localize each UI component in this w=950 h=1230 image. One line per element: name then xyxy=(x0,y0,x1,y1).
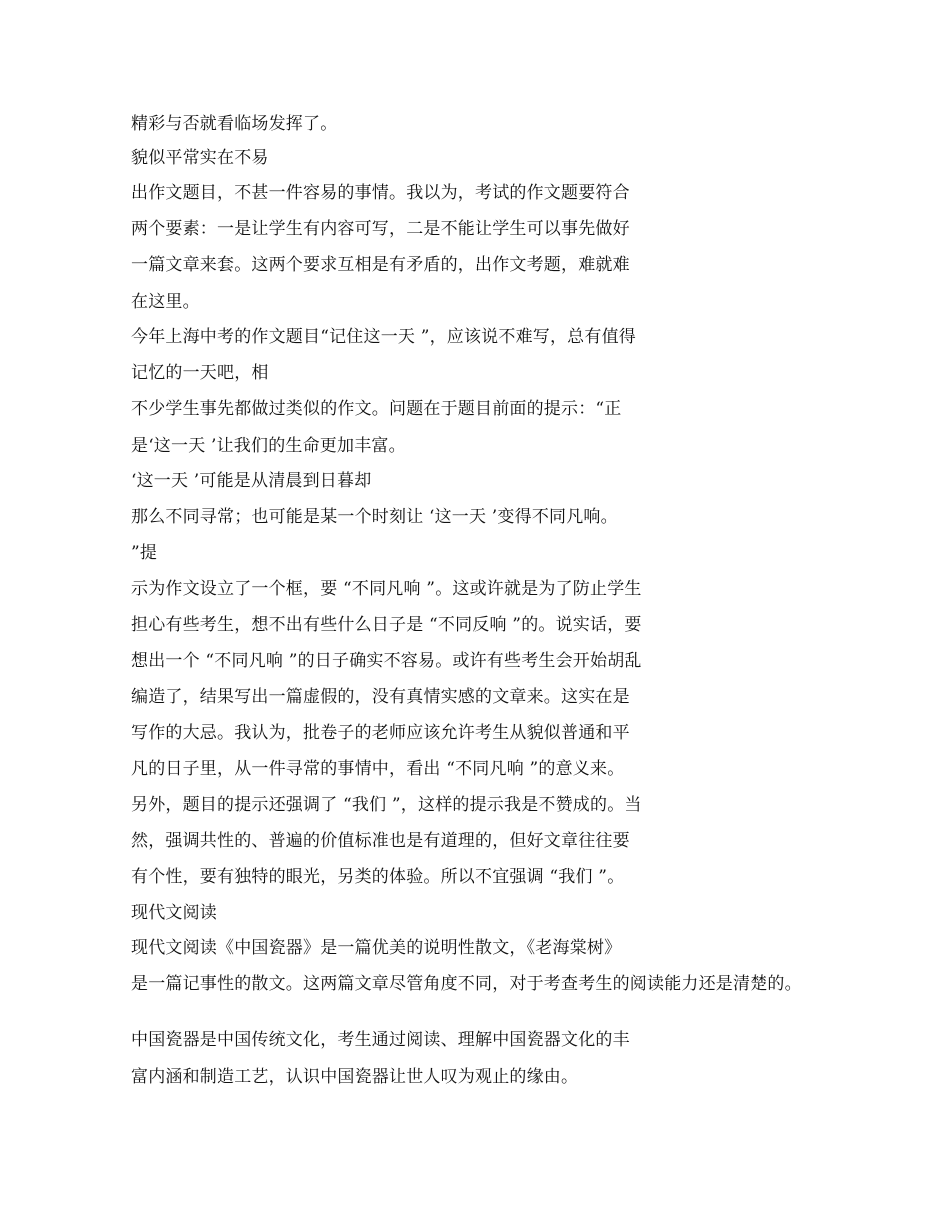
text-line: 担心有些考生，想不出有些什么日子是 “不同反响 ”的。说实话，要 xyxy=(131,615,642,635)
text-line: 一篇文章来套。这两个要求互相是有矛盾的，出作文考题，难就难 xyxy=(131,255,630,275)
section-heading: 貌似平常实在不易 xyxy=(131,148,269,168)
text-line: 出作文题目，不甚一件容易的事情。我以为，考试的作文题要符合 xyxy=(131,183,630,203)
text-line: 编造了，结果写出一篇虚假的，没有真情实感的文章来。这实在是 xyxy=(131,687,630,707)
text-line: 凡的日子里，从一件寻常的事情中，看出 “不同凡响 ”的意义来。 xyxy=(131,759,625,779)
text-line: 中国瓷器是中国传统文化，考生通过阅读、理解中国瓷器文化的丰 xyxy=(131,1030,630,1050)
text-line: 精彩与否就看临场发挥了。 xyxy=(131,114,338,134)
text-line: 两个要素：一是让学生有内容可写，二是不能让学生可以事先做好 xyxy=(131,219,630,239)
text-line: 是‘这一天 ’让我们的生命更加丰富。 xyxy=(131,436,406,456)
text-line: ”提 xyxy=(131,543,158,563)
text-line: 写作的大忌。我认为，批卷子的老师应该允许考生从貌似普通和平 xyxy=(131,723,630,743)
text-line: 在这里。 xyxy=(131,292,200,312)
text-line: 富内涵和制造工艺，认识中国瓷器让世人叹为观止的缘由。 xyxy=(131,1067,579,1087)
text-line: 想出一个 “不同凡响 ”的日子确实不容易。或许有些考生会开始胡乱 xyxy=(131,651,642,671)
text-line: 不少学生事先都做过类似的作文。问题在于题目前面的提示：“正 xyxy=(131,399,622,419)
text-line: 记忆的一天吧，相 xyxy=(131,363,269,383)
wrapped-paragraph: 是一篇记事性的散文。这两篇文章尽管角度不同，对于考查考生的阅读能力还是清楚的。 xyxy=(131,974,802,994)
section-heading: 现代文阅读 xyxy=(131,903,217,923)
text-line: 另外，题目的提示还强调了 “我们 ”，这样的提示我是不赞成的。当 xyxy=(131,795,642,815)
text-line: 那么不同寻常；也可能是某一个时刻让 ‘这一天 ’变得不同凡响。 xyxy=(131,507,618,527)
text-line: 然，强调共性的、普遍的价值标准也是有道理的，但好文章往往要 xyxy=(131,831,630,851)
text-line: 今年上海中考的作文题目“记住这一天 ”，应该说不难写，总有值得 xyxy=(131,327,636,347)
text-line: 现代文阅读《中国瓷器》是一篇优美的说明性散文，《老海棠树》 xyxy=(131,938,622,958)
text-line: 有个性，要有独特的眼光，另类的体验。所以不宜强调 “我们 ”。 xyxy=(131,867,625,887)
text-line: 示为作文设立了一个框，要 “不同凡响 ”。这或许就是为了防止学生 xyxy=(131,579,642,599)
text-line: ‘这一天 ’可能是从清晨到日暮却 xyxy=(131,471,372,491)
